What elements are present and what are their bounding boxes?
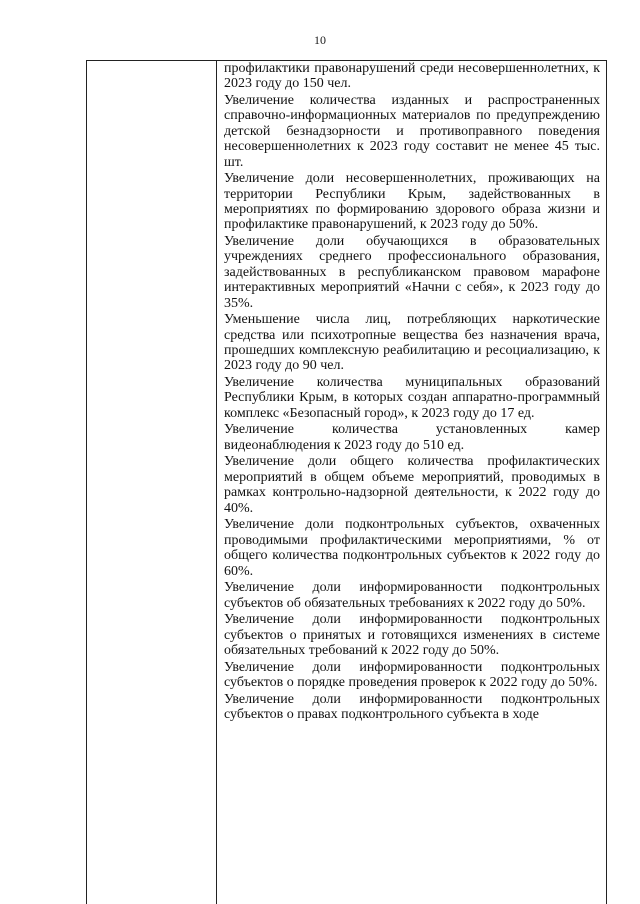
paragraph: Увеличение доли информированности подконтрольных субъектов об обязательных требованиях к 2022 году до 50%. [224,580,600,611]
paragraph: Увеличение количества муниципальных образований Республики Крым, в которых создан аппаратно-программный комплекс «Безопасный город», к 2023 году до 17 ед. [224,375,600,421]
paragraph: Увеличение доли подконтрольных субъектов, охваченных проводимыми профилактическими мероприятиями, % от общего количества подконтрольных субъектов к 2022 году до 60%. [224,517,600,579]
paragraph: Увеличение доли обучающихся в образовательных учреждениях среднего профессионального образования, задействованных в республиканском правовом марафоне интерактивных мероприятий «Начни с себя», к 2023 году до 35%. [224,234,600,311]
column-divider [216,61,217,904]
paragraph: Уменьшение числа лиц, потребляющих наркотические средства или психотропные вещества без назначения врача, прошедших комплексную реабилитацию и ресоциализацию, к 2023 году до 90 чел. [224,312,600,374]
paragraph: Увеличение доли информированности подконтрольных субъектов о правах подконтрольного субъекта в ходе [224,691,600,722]
page-number: 10 [314,33,326,47]
paragraph: Увеличение доли информированности подконтрольных субъектов о порядке проведения проверок к 2022 году до 50%. [224,659,600,690]
paragraph: Увеличение доли несовершеннолетних, проживающих на территории Республики Крым, задействованных в мероприятиях по формированию здорового образа жизни и профилактике правонарушений, к 2023 году до 50%. [224,171,600,233]
paragraph: Увеличение доли информированности подконтрольных субъектов о принятых и готовящихся изменениях в системе обязательных требований к 2022 году до 50%. [224,612,600,658]
paragraph: Увеличение количества установленных камер видеонаблюдения к 2023 году до 510 ед. [224,422,600,453]
paragraph: Увеличение доли общего количества профилактических мероприятий в общем объеме мероприятий, проводимых в рамках контрольно-надзорной деятельности, к 2022 году до 40%. [224,454,600,516]
document-table [86,60,607,904]
indicators-cell [224,61,600,724]
paragraph: профилактики правонарушений среди несовершеннолетних, к 2023 году до 150 чел. [224,61,600,92]
paragraph: Увеличение количества изданных и распространенных справочно-информационных материалов по предупреждению детской безнадзорности и противоправного поведения несовершеннолетних к 2023 году составит не менее 45 тыс. шт. [224,93,600,170]
